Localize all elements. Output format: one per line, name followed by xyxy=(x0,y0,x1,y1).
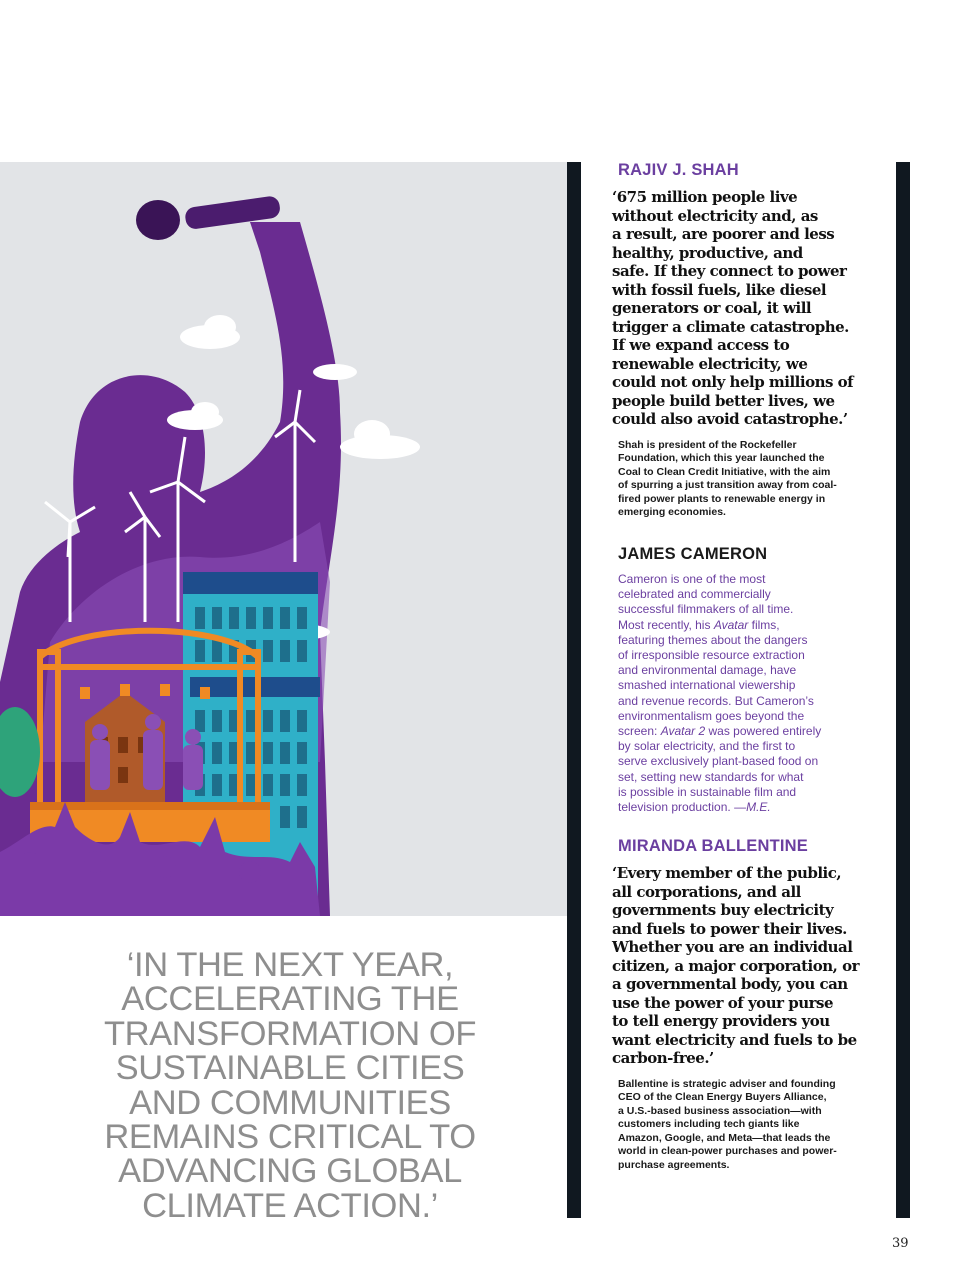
quote-line: generators or coal, it will xyxy=(612,299,812,317)
pull-quote-line: TRANSFORMATION OF xyxy=(103,1014,477,1053)
quote-line: use the power of your purse xyxy=(612,993,834,1012)
quote-line: and fuels to power their lives. xyxy=(612,919,847,938)
bio-line: celebrated and commercially xyxy=(618,587,771,602)
bio-line: Ballentine is strategic adviser and founding xyxy=(618,1077,836,1090)
bio-line: is possible in sustainable film and xyxy=(618,784,797,799)
bio-line: emerging economies. xyxy=(618,506,726,518)
quote-line: citizen, a major corporation, or xyxy=(612,956,860,975)
quote-line: all corporations, and all xyxy=(612,882,801,901)
quote-line: with fossil fuels, like diesel xyxy=(612,280,827,299)
bio-text: films, xyxy=(748,617,780,632)
bio-line: set, setting new standards for what xyxy=(618,769,804,784)
quote-line: a result, are poorer and less xyxy=(612,225,835,243)
column-rule-right xyxy=(896,162,910,1218)
bio-line: fired power plants to renewable energy in xyxy=(618,492,826,505)
bio-line: of spurring a just transition away from coal- xyxy=(618,479,837,491)
bio-line: serve exclusively plant-based food on xyxy=(618,754,819,769)
bio-line: CEO of the Clean Energy Buyers Alliance, xyxy=(618,1091,827,1103)
quote-line: to tell energy providers you xyxy=(612,1012,830,1030)
bio-line: customers including tech giants like xyxy=(618,1118,800,1130)
bio-text: screen: xyxy=(618,724,661,739)
profile-miranda-ballentine xyxy=(612,836,860,1172)
profile-quote xyxy=(612,188,860,429)
bio-line: Foundation, which this year launched the xyxy=(618,452,825,464)
bio-line xyxy=(618,724,860,739)
bio-line: environmentalism goes beyond the xyxy=(618,708,805,723)
quote-line: If we expand access to xyxy=(612,336,790,354)
film-title: Avatar xyxy=(713,617,749,632)
profile-name: JAMES CAMERON xyxy=(618,545,768,563)
quote-line: want electricity and fuels to be xyxy=(612,1030,857,1049)
bio-line: and environmental damage, have xyxy=(618,663,797,678)
quote-line: could not only help millions of xyxy=(612,373,854,391)
pull-quote-line: SUSTAINABLE CITIES xyxy=(115,1049,465,1088)
quote-line: people build better lives, we xyxy=(612,391,835,410)
quote-line: safe. If they connect to power xyxy=(612,262,847,280)
pull-quote-line: CLIMATE ACTION.’ xyxy=(142,1186,438,1225)
quote-line: without electricity and, as xyxy=(612,206,818,225)
pull-quote-line: ACCELERATING THE xyxy=(121,980,459,1019)
column-rule-left xyxy=(567,162,581,1218)
film-title: Avatar 2 xyxy=(660,724,706,739)
pull-quote-line: AND COMMUNITIES xyxy=(129,1083,451,1122)
quote-line: renewable electricity, we xyxy=(612,354,808,373)
quote-line: healthy, productive, and xyxy=(612,243,803,262)
bio-line: successful filmmakers of all time. xyxy=(618,602,794,617)
bio-text: television production. — xyxy=(618,800,747,815)
quote-line: ‘Every member of the public, xyxy=(612,864,842,882)
bio-line: Coal to Clean Credit Initiative, with the aim xyxy=(618,465,831,478)
bio-line: by solar electricity, and the first to xyxy=(618,739,796,754)
page-number: 39 xyxy=(892,1236,909,1251)
bio-line: and revenue records. But Cameron’s xyxy=(618,693,814,708)
bio-line: world in clean-power purchases and power- xyxy=(618,1145,837,1157)
bio-line: purchase agreements. xyxy=(618,1158,730,1171)
profile-name: MIRANDA BALLENTINE xyxy=(618,837,808,855)
quote-line: could also avoid catastrophe.’ xyxy=(612,410,848,428)
author-initials: M.E. xyxy=(746,800,771,815)
bio-line: smashed international viewership xyxy=(618,678,796,693)
bio-line xyxy=(618,800,860,815)
profile-quote xyxy=(612,864,860,1068)
profile-bio xyxy=(618,439,860,520)
pull-quote-line: REMAINS CRITICAL TO xyxy=(104,1118,476,1157)
bio-line: Cameron is one of the most xyxy=(618,572,766,586)
pull-quote-line: ADVANCING GLOBAL xyxy=(118,1152,462,1191)
profile-james-cameron xyxy=(612,544,860,815)
bio-line: Amazon, Google, and Meta—that leads the xyxy=(618,1131,831,1144)
bio-line xyxy=(618,618,860,633)
bio-line: of irresponsible resource extraction xyxy=(618,648,805,663)
profile-rajiv-shah xyxy=(612,160,860,520)
pull-quote xyxy=(60,948,520,1223)
bio-text: Most recently, his xyxy=(618,617,714,632)
bio-line: a U.S.-based business association—with xyxy=(618,1104,822,1117)
profile-name: RAJIV J. SHAH xyxy=(618,161,739,179)
quote-line: carbon-free.’ xyxy=(612,1049,714,1067)
quote-line: Whether you are an individual xyxy=(612,938,853,956)
bio-line: featuring themes about the dangers xyxy=(618,632,808,647)
profile-bio xyxy=(618,572,860,815)
paper-cut-illustration xyxy=(0,162,567,916)
pull-quote-line: ‘IN THE NEXT YEAR, xyxy=(126,946,454,984)
quote-line: trigger a climate catastrophe. xyxy=(612,317,849,336)
bio-text: was powered entirely xyxy=(705,724,822,739)
quote-line: ‘675 million people live xyxy=(612,188,798,206)
profile-bio xyxy=(618,1078,860,1173)
quote-line: governments buy electricity xyxy=(612,901,834,919)
bio-line: Shah is president of the Rockefeller xyxy=(618,438,797,451)
quote-line: a governmental body, you can xyxy=(612,975,848,993)
